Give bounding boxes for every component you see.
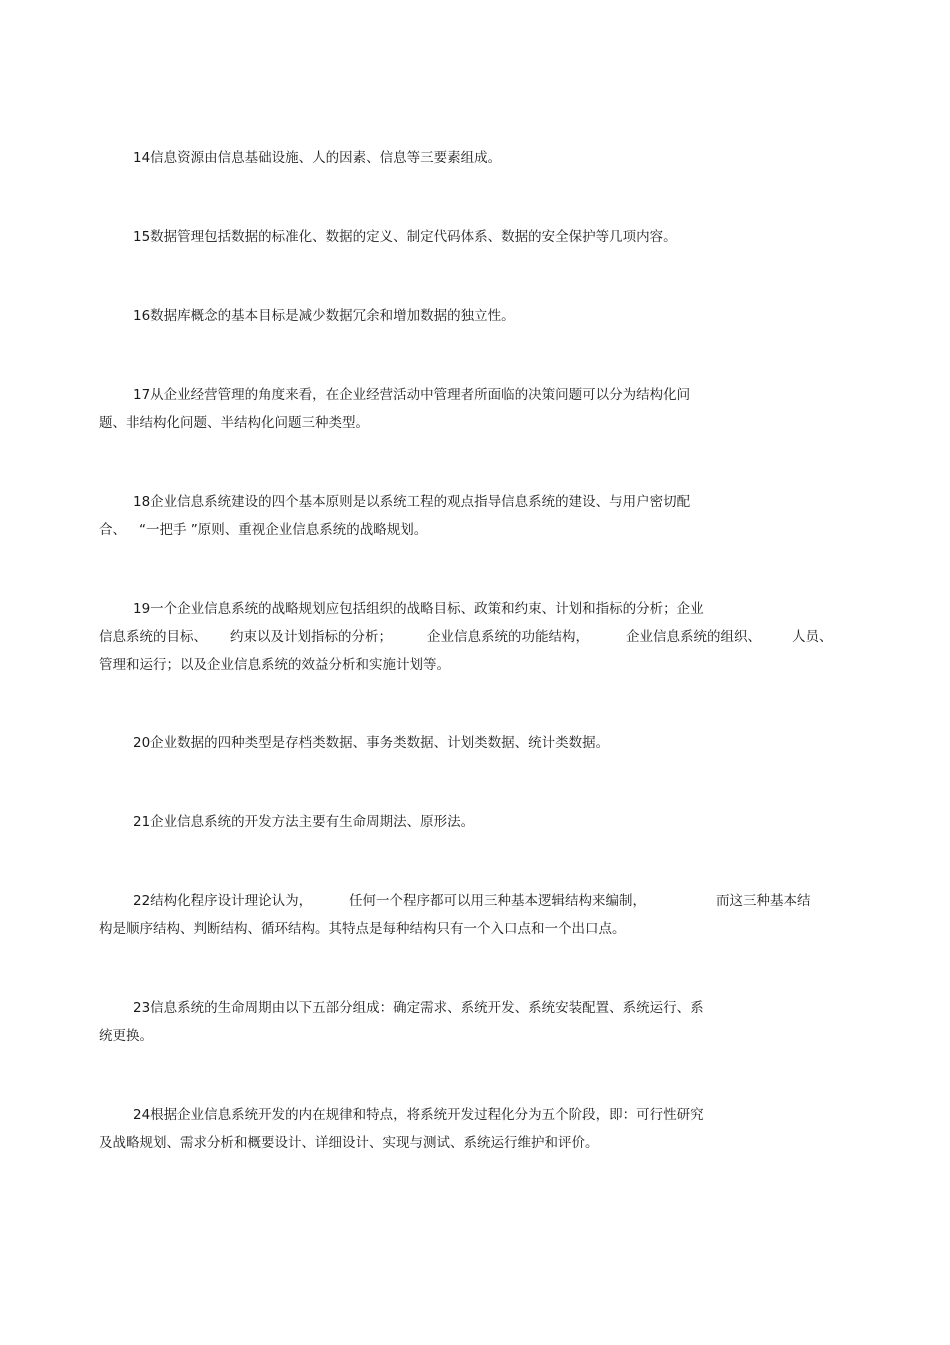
text-segment: 19一个企业信息系统的战略规划应包括组织的战略目标、政策和约束、计划和指标的分析；企业 xyxy=(133,601,704,617)
text-line xyxy=(0,919,950,939)
text-line xyxy=(0,306,950,326)
text-segment: 23信息系统的生命周期由以下五部分组成：确定需求、系统开发、系统安装配置、系统运行、系 xyxy=(133,1000,704,1016)
text-segment: 15数据管理包括数据的标准化、数据的定义、制定代码体系、数据的安全保护等几项内容。 xyxy=(133,229,677,245)
text-line xyxy=(0,492,950,512)
text-line xyxy=(0,599,950,619)
text-segment: 21企业信息系统的开发方法主要有生命周期法、原形法。 xyxy=(133,814,475,830)
text-segment: 企业信息系统的组织、 xyxy=(626,629,761,645)
text-line xyxy=(0,1105,950,1125)
text-segment: 17从企业经营管理的角度来看，在企业经营活动中管理者所面临的决策问题可以分为结构化问 xyxy=(133,387,691,403)
text-segment: “一把手 ”原则、重视企业信息系统的战略规划。 xyxy=(139,522,428,538)
text-segment: 统更换。 xyxy=(99,1028,153,1044)
text-segment: 14信息资源由信息基础设施、人的因素、信息等三要素组成。 xyxy=(133,150,502,166)
text-segment: 人员、 xyxy=(792,629,833,645)
text-line xyxy=(0,1026,950,1046)
text-segment: 管理和运行；以及企业信息系统的效益分析和实施计划等。 xyxy=(99,657,450,673)
text-line xyxy=(0,733,950,753)
text-segment: 及战略规划、需求分析和概要设计、详细设计、实现与测试、系统运行维护和评价。 xyxy=(99,1135,599,1151)
text-segment: 约束以及计划指标的分析； xyxy=(230,629,392,645)
text-segment: 信息系统的目标、 xyxy=(99,629,207,645)
text-line xyxy=(0,891,950,911)
text-segment: 24根据企业信息系统开发的内在规律和特点，将系统开发过程化分为五个阶段，即：可行性研究 xyxy=(133,1107,704,1123)
text-line xyxy=(0,148,950,168)
text-segment: 22结构化程序设计理论认为， xyxy=(133,893,313,909)
text-segment: 构是顺序结构、判断结构、循环结构。其特点是每种结构只有一个入口点和一个出口点。 xyxy=(99,921,626,937)
text-line xyxy=(0,627,950,647)
text-line xyxy=(0,385,950,405)
text-line xyxy=(0,998,950,1018)
text-line xyxy=(0,520,950,540)
text-segment: 而这三种基本结 xyxy=(716,893,811,909)
text-segment: 题、非结构化问题、半结构化问题三种类型。 xyxy=(99,415,369,431)
text-line xyxy=(0,1133,950,1153)
text-line xyxy=(0,227,950,247)
text-segment: 企业信息系统的功能结构， xyxy=(427,629,589,645)
text-line xyxy=(0,655,950,675)
text-segment: 合、 xyxy=(99,522,126,538)
text-line xyxy=(0,812,950,832)
text-segment: 18企业信息系统建设的四个基本原则是以系统工程的观点指导信息系统的建设、与用户密切配 xyxy=(133,494,691,510)
text-segment: 16数据库概念的基本目标是减少数据冗余和增加数据的独立性。 xyxy=(133,308,515,324)
text-segment: 任何一个程序都可以用三种基本逻辑结构来编制， xyxy=(349,893,646,909)
text-segment: 20企业数据的四种类型是存档类数据、事务类数据、计划类数据、统计类数据。 xyxy=(133,735,610,751)
text-line xyxy=(0,413,950,433)
